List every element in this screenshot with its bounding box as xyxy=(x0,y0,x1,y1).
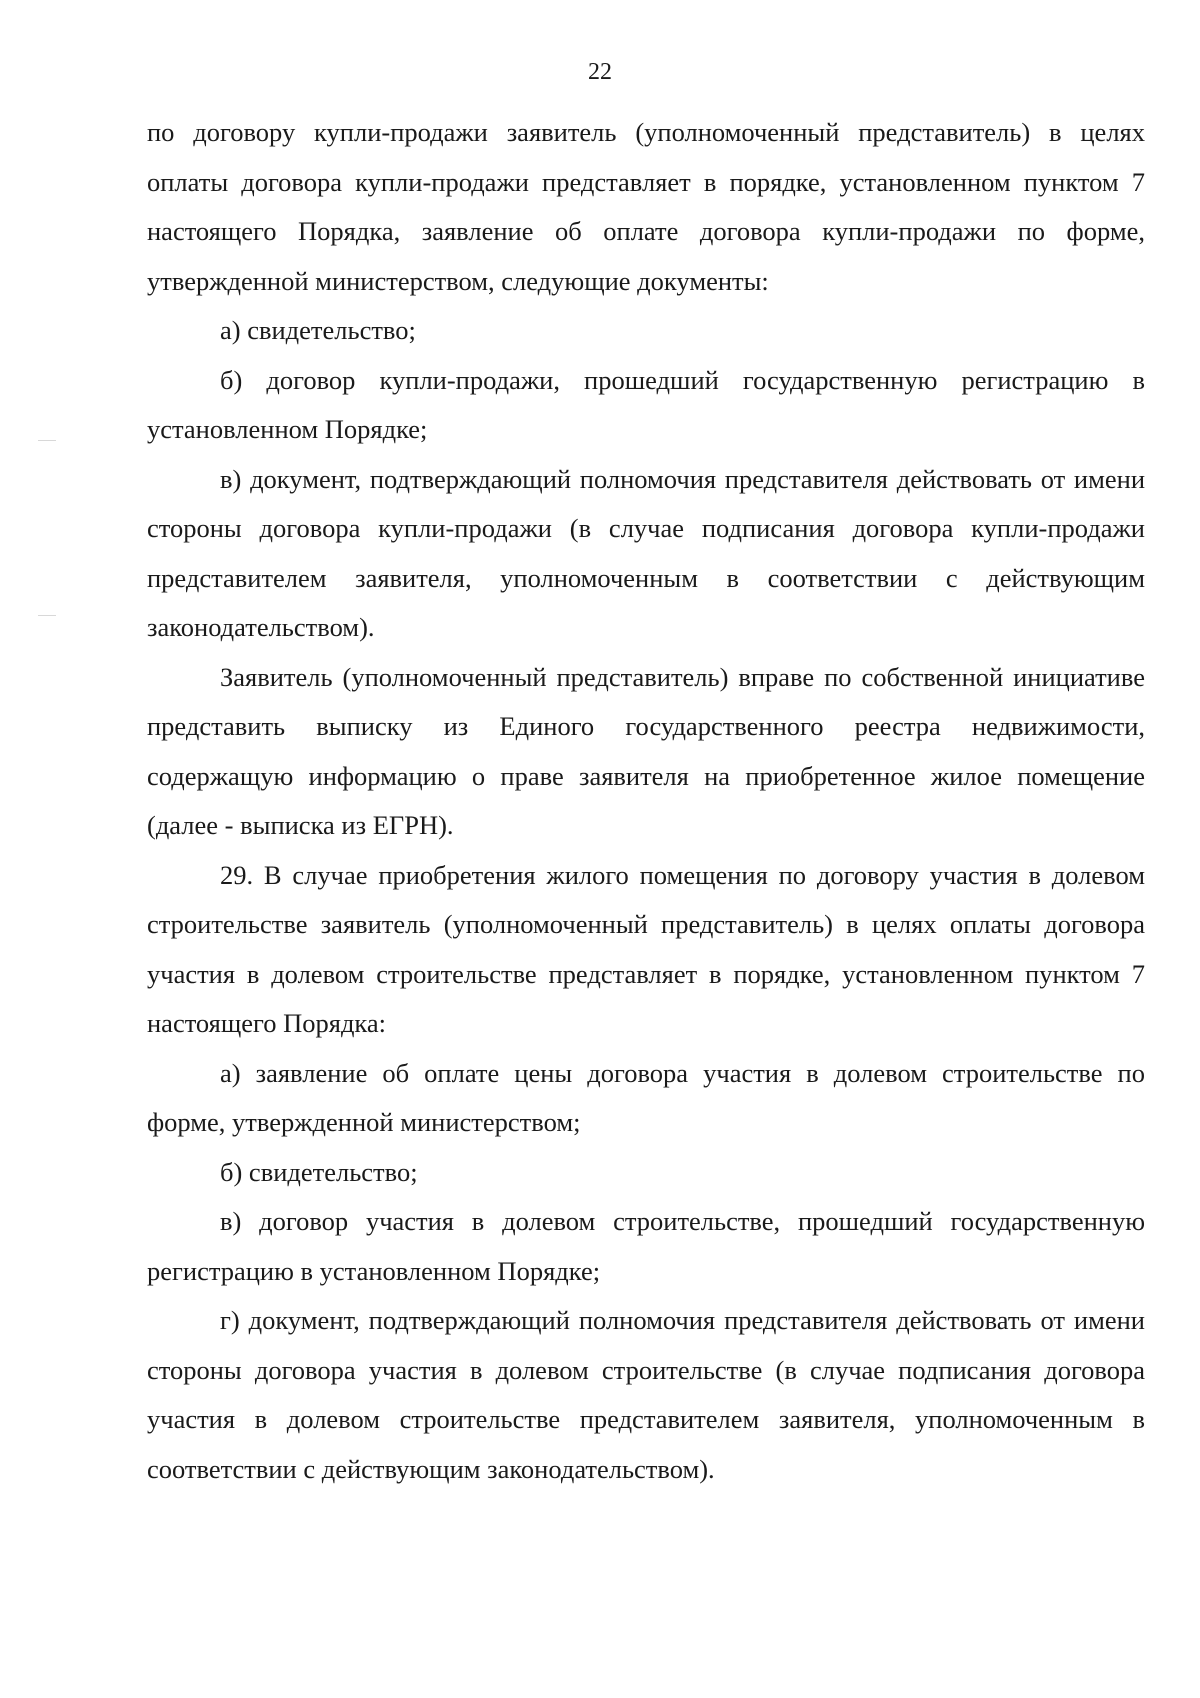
scan-artifact xyxy=(38,615,56,616)
list-item-v-authority-document: в) документ, подтверждающий полномочия представителя действовать от имени стороны договора купли-продажи (в случае подписания договора купли-продажи представителем заявителя, уполномоченным в соответствии с действующим законодательством). xyxy=(147,463,1145,642)
list-item-g-authority-document: г) документ, подтверждающий полномочия представителя действовать от имени стороны договора участия в долевом строительстве (в случае подписания договора участия в долевом строительстве представителем заявителя, уполномоченным в соответствии с действующим законодательством). xyxy=(147,1305,1145,1484)
page-number: 22 xyxy=(588,59,612,85)
scan-artifact xyxy=(38,440,56,441)
list-item-a-certificate: а) свидетельство; xyxy=(220,315,416,345)
document-body xyxy=(147,108,1145,1494)
paragraph-egrn-extract: Заявитель (уполномоченный представитель) вправе по собственной инициативе представить выписку из Единого государственного реестра недвижимости, содержащую информацию о праве заявителя на приобретенное жилое помещение (далее - выписка из ЕГРН). xyxy=(147,661,1145,840)
list-item-a-payment-application: а) заявление об оплате цены договора участия в долевом строительстве по форме, утвержденной министерством; xyxy=(147,1057,1145,1137)
paragraph-continuation: по договору купли-продажи заявитель (уполномоченный представитель) в целях оплаты договора купли-продажи представляет в порядке, установленном пунктом 7 настоящего Порядка, заявление об оплате договора купли-продажи по форме, утвержденной министерством, следующие документы: xyxy=(147,117,1145,296)
list-item-b-certificate: б) свидетельство; xyxy=(220,1156,418,1187)
list-item-b-sale-contract: б) договор купли-продажи, прошедший государственную регистрацию в установленном Порядке; xyxy=(147,364,1145,444)
paragraph-section-29: 29. В случае приобретения жилого помещения по договору участия в долевом строительстве заявитель (уполномоченный представитель) в целях оплаты договора участия в долевом строительстве представляет в порядке, установленном пунктом 7 настоящего Порядка: xyxy=(147,859,1145,1038)
list-item-v-shared-construction-contract: в) договор участия в долевом строительстве, прошедший государственную регистрацию в установленном Порядке; xyxy=(147,1206,1145,1286)
